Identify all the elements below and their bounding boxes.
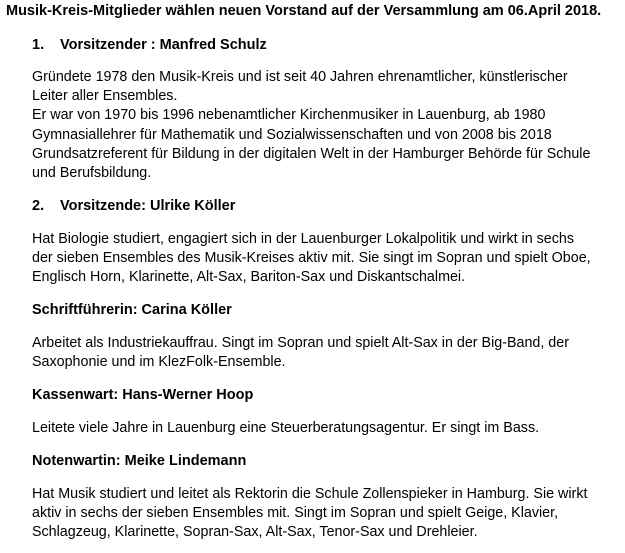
section-heading-text: Vorsitzender : Manfred Schulz xyxy=(60,37,267,53)
section-heading-notenwartin xyxy=(32,453,246,469)
section-paragraph-kassenwart xyxy=(32,419,539,438)
section-heading-vorsitzende-2 xyxy=(32,198,235,214)
section-heading-text: Schriftführerin: Carina Köller xyxy=(32,302,232,318)
paragraph-line: Hat Biologie studiert, engagiert sich in der Lauenburger Lokalpolitik und wirkt in sechs xyxy=(32,231,574,247)
paragraph-line: aktiv in sechs der sieben Ensembles mit. Singt im Sopran und spielt Geige, Klavier, xyxy=(32,505,559,522)
section-paragraph-notenwartin xyxy=(32,485,587,543)
section-heading-vorsitzender-1 xyxy=(32,37,267,53)
section-paragraph-schriftfuehrerin xyxy=(32,334,569,372)
section-heading-kassenwart xyxy=(32,387,253,403)
paragraph-line: und Berufsbildung. xyxy=(32,165,152,182)
paragraph-line: Leitete viele Jahre in Lauenburg eine Steuerberatungsagentur. Er singt im Bass. xyxy=(32,420,540,436)
paragraph-line: Gymnasiallehrer für Mathematik und Sozialwissenschaften und von 2008 bis 2018 xyxy=(32,126,552,143)
document-title: Musik-Kreis-Mitglieder wählen neuen Vorstand auf der Versammlung am 06.April 2018. xyxy=(6,3,602,19)
section-paragraph-vorsitzender-1 xyxy=(32,68,590,183)
section-heading-text: Kassenwart: Hans-Werner Hoop xyxy=(32,387,254,403)
paragraph-line: Leiter aller Ensembles. xyxy=(32,88,178,105)
paragraph-line: der sieben Ensembles des Musik-Kreises aktiv mit. Sie singt im Sopran und spielt Oboe, xyxy=(32,250,591,267)
paragraph-line: Gründete 1978 den Musik-Kreis und ist seit 40 Jahren ehrenamtlicher, künstlerischer xyxy=(32,69,568,85)
paragraph-line: Er war von 1970 bis 1996 nebenamtlicher Kirchenmusiker in Lauenburg, ab 1980 xyxy=(32,107,546,124)
paragraph-line: Saxophonie und im KlezFolk-Ensemble. xyxy=(32,354,286,371)
paragraph-line: Englisch Horn, Klarinette, Alt-Sax, Bariton-Sax und Diskantschalmei. xyxy=(32,269,466,286)
section-heading-schriftfuehrerin xyxy=(32,302,232,318)
section-number: 2. xyxy=(32,198,45,214)
paragraph-line: Hat Musik studiert und leitet als Rektorin die Schule Zollenspieker in Hamburg. Sie wirkt xyxy=(32,486,588,502)
paragraph-line: Schlagzeug, Klarinette, Sopran-Sax, Alt-Sax, Tenor-Sax und Drehleier. xyxy=(32,524,478,541)
section-heading-text: Vorsitzende: Ulrike Köller xyxy=(60,198,236,214)
section-number: 1. xyxy=(32,37,45,53)
paragraph-line: Grundsatzreferent für Bildung in der digitalen Welt in der Hamburger Behörde für Schule xyxy=(32,145,591,162)
section-paragraph-vorsitzende-2 xyxy=(32,230,591,288)
section-heading-text: Notenwartin: Meike Lindemann xyxy=(32,453,247,469)
paragraph-line: Arbeitet als Industriekauffrau. Singt im Sopran und spielt Alt-Sax in der Big-Band, der xyxy=(32,335,569,351)
